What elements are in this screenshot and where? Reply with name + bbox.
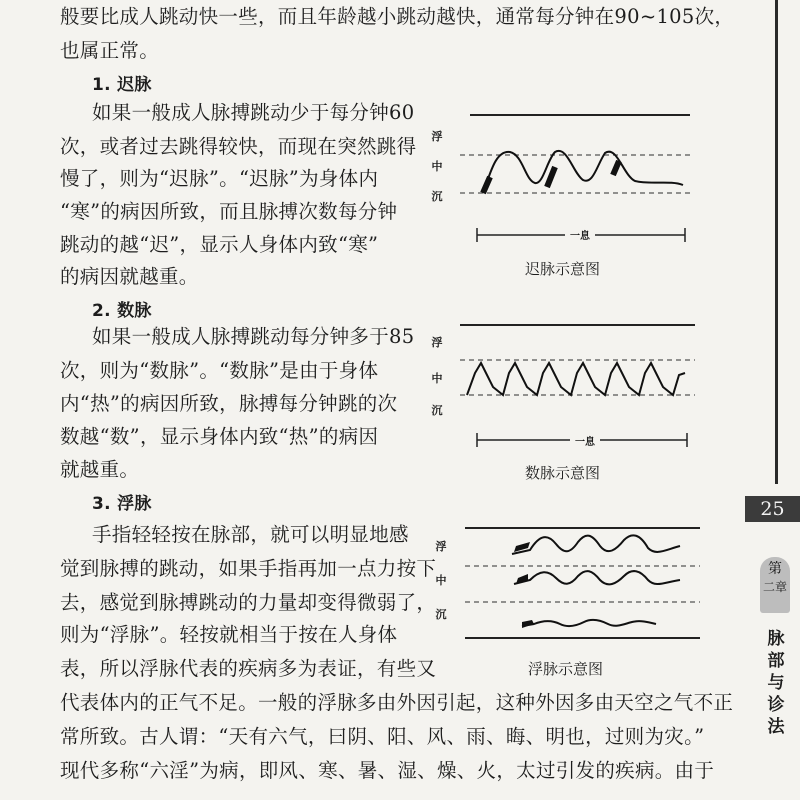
fumai-diagram [460,520,705,645]
text-line: 跳动的越“迟”，显示人身体内致“寒” [60,233,379,256]
text-line: 则为“浮脉”。轻按就相当于按在人身体 [60,623,398,646]
text-line: 也属正常。 [60,39,160,62]
page-number: 25 [745,496,800,522]
fig1-span-label: 一息 [565,227,595,242]
fig2-label-fu: 浮 [431,336,443,349]
text-line: 数越“数”，显示身体内致“热”的病因 [60,425,379,448]
fig2-caption: 数脉示意图 [525,464,601,482]
text-line: 就越重。 [60,458,140,481]
text-line: 般要比成人跳动快一些，而且年龄越小跳动越快，通常每分钟在90~105次， [60,5,735,28]
fig2-label-chen: 沉 [431,404,443,417]
fig1-caption: 迟脉示意图 [525,260,601,278]
text-line: 现代多称“六淫”为病，即风、寒、暑、湿、燥、火，太过引发的疾病。由于 [60,759,715,782]
text-line: 去，感觉到脉搏跳动的力量却变得微弱了， [60,591,437,614]
section-heading-shuomai: 2. 数脉 [92,301,152,321]
chapter-title-char: 法 [767,717,785,737]
fig2-span-label: 一息 [570,433,600,448]
chapter-title-char: 部 [767,651,785,671]
fig3-label-zhong: 中 [435,574,447,587]
chapter-title-char: 脉 [767,629,785,649]
text-line: 慢了，则为“迟脉”。“迟脉”为身体内 [60,167,379,190]
fig3-label-chen: 沉 [435,608,447,621]
chapter-tab [760,557,790,613]
text-line: 觉到脉搏的跳动，如果手指再加一点力按下 [60,557,437,580]
text-line: 手指轻轻按在脉部，就可以明显地感 [92,523,409,546]
text-line: 如果一般成人脉搏跳动每分钟多于85 [92,325,415,348]
text-line: 表，所以浮脉代表的疾病多为表证，有些又 [60,657,437,680]
text-line: 次，则为“数脉”。“数脉”是由于身体 [60,359,379,382]
section-heading-fumai: 3. 浮脉 [92,494,152,514]
margin-rule [775,0,778,484]
chapter-label-char: 二章 [762,580,787,594]
text-line: 次，或者过去跳得较快，而现在突然跳得 [60,135,417,158]
fig1-label-chen: 沉 [431,190,443,203]
text-line: 如果一般成人脉搏跳动少于每分钟60 [92,101,415,124]
chapter-title [765,628,787,738]
text-line: 内“热”的病因所致，脉搏每分钟跳的次 [60,392,398,415]
fig3-caption: 浮脉示意图 [528,660,604,678]
text-line: 的病因就越重。 [60,265,199,288]
text-line: “寒”的病因所致，而且脉搏次数每分钟 [60,200,398,223]
fig1-label-zhong: 中 [431,160,443,173]
text-line: 代表体内的正气不足。一般的浮脉多由外因引起，这种外因多由天空之气不正 [60,691,734,714]
fig3-label-fu: 浮 [435,540,447,553]
section-heading-chimai: 1. 迟脉 [92,75,152,95]
chapter-label-char: 第 [768,561,782,577]
chapter-title-char: 诊 [767,695,785,715]
text-line: 常所致。古人谓：“天有六气，曰阴、阳、风、雨、晦、明也，过则为灾。” [60,725,705,748]
fig1-label-fu: 浮 [431,130,443,143]
fig2-label-zhong: 中 [431,372,443,385]
chapter-title-char: 与 [767,673,785,693]
